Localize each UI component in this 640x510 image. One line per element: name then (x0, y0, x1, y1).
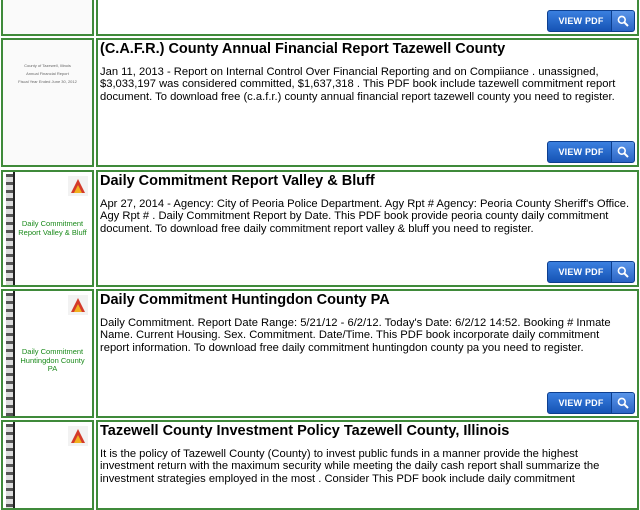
view-pdf-label: VIEW PDF (558, 147, 604, 157)
view-pdf-button[interactable] (547, 392, 635, 414)
pdf-thumbnail[interactable] (1, 38, 94, 167)
result-description: It is the policy of Tazewell County (County) to invest public funds in a manner provide the highest investment return with the maximum security while meeting the daily cash report shall summarize the investment strategies employed in the most . Consider This PDF book include daily commitment (100, 448, 600, 485)
view-pdf-label: VIEW PDF (558, 267, 604, 277)
view-pdf-button[interactable] (547, 10, 635, 32)
search-icon (611, 142, 634, 162)
result-description: Apr 27, 2014 - Agency: City of Peoria Police Department. Agy Rpt # Agency: Peoria County Sheriff's Office. Agy Rpt # . Daily Commitment Report by Date. This PDF book provide peoria county daily commitment document. To download free daily commitment report valley & bluff you need to register. (100, 198, 630, 235)
result-title[interactable]: (C.A.F.R.) County Annual Financial Report Tazewell County (100, 41, 506, 57)
result-title[interactable]: Daily Commitment Report Valley & Bluff (100, 173, 375, 189)
result-item (0, 0, 640, 36)
result-title[interactable]: Tazewell County Investment Policy Tazewell County, Illinois (100, 423, 510, 439)
pdf-logo-icon (68, 295, 88, 315)
pdf-thumbnail[interactable] (1, 289, 94, 418)
result-content (96, 38, 639, 167)
result-content (96, 289, 639, 418)
result-item (0, 170, 640, 287)
view-pdf-button[interactable] (547, 261, 635, 283)
result-content (96, 0, 639, 36)
pdf-thumbnail[interactable] (1, 170, 94, 287)
result-item (0, 38, 640, 167)
result-description: Daily Commitment. Report Date Range: 5/21/12 - 6/2/12. Today's Date: 6/2/12 14:52. Booking # Inmate Name. Current Housing. Sex. Commitment. Date/Time. This PDF book incorporate daily commitment report information. To download free daily commitment huntingdon county pa you need to register. (100, 317, 611, 354)
view-pdf-label: VIEW PDF (558, 16, 604, 26)
result-content (96, 420, 639, 510)
search-icon (611, 262, 634, 282)
view-pdf-button[interactable] (547, 141, 635, 163)
thumbnail-caption: Daily Commitment Huntingdon County PA (20, 347, 85, 373)
result-description: Jan 11, 2013 - Report on Internal Control Over Financial Reporting and on Compiiance . unassigned, $3,033,197 was considered committed, $1,637,318 . This PDF book include tazewell commitment report document. To download free (c.a.f.r.) county annual financial report tazewell county you need to register. (100, 66, 616, 103)
result-title[interactable]: Daily Commitment Huntingdon County PA (100, 292, 390, 308)
search-icon (611, 393, 634, 413)
pdf-logo-icon (68, 176, 88, 196)
result-item (0, 420, 640, 510)
pdf-logo-icon (68, 426, 88, 446)
result-content (96, 170, 639, 287)
view-pdf-label: VIEW PDF (558, 398, 604, 408)
result-item (0, 289, 640, 418)
thumbnail-cover-text: County of Tazewell, Illinois Annual Financial Report Fiscal Year Ended June 30, 2012 (18, 63, 77, 84)
pdf-thumbnail[interactable] (1, 420, 94, 510)
pdf-thumbnail[interactable] (1, 0, 94, 36)
search-icon (611, 11, 634, 31)
thumbnail-caption: Daily Commitment Report Valley & Bluff (18, 219, 87, 237)
